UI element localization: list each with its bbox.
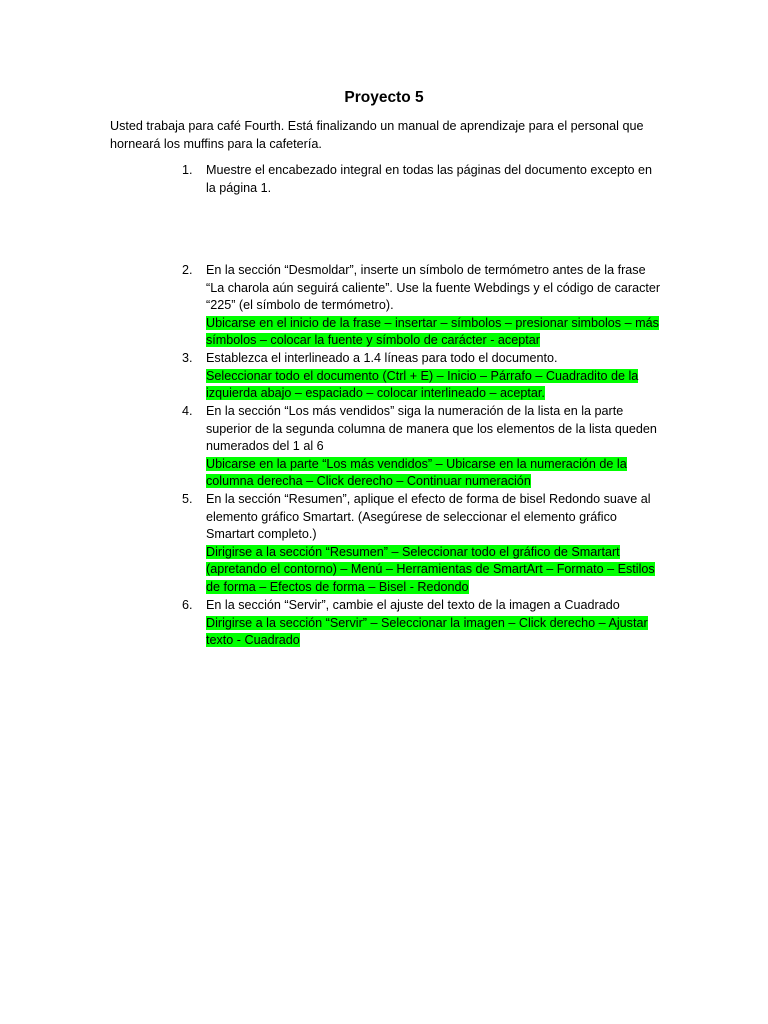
item-answer-highlight: Dirigirse a la sección “Servir” – Seleccionar la imagen – Click derecho – Ajustar texto - Cuadrado: [206, 615, 648, 647]
item-instruction: En la sección “Los más vendidos” siga la numeración de la lista en la parte superior de la segunda columna de manera que los elementos de la lista queden numerados del 1 al 6: [206, 404, 657, 453]
item-body: [206, 162, 662, 197]
intro-paragraph: Usted trabaja para café Fourth. Está finalizando un manual de aprendizaje para el personal que horneará los muffins para la cafetería.: [110, 119, 644, 151]
item-number: 3.: [182, 351, 193, 365]
item-answer-highlight: Dirigirse a la sección “Resumen” – Seleccionar todo el gráfico de Smartart (apretando el contorno) – Menú – Herramientas de SmartArt – Formato – Estilos de forma – Efectos de forma – Bisel - Redondo: [206, 544, 655, 594]
item-instruction: En la sección “Servir”, cambie el ajuste del texto de la imagen a Cuadrado: [206, 598, 620, 612]
item-instruction: En la sección “Desmoldar”, inserte un símbolo de termómetro antes de la frase “La charola aún seguirá caliente”. Use la fuente Webdings y el código de caracter “225” (el símbolo de termómetro).: [206, 263, 661, 312]
item-body: [206, 597, 662, 650]
item-answer-highlight: Ubicarse en la parte “Los más vendidos” – Ubicarse en la numeración de la columna derecha – Click derecho – Continuar numeración: [206, 456, 627, 488]
item-body: [206, 491, 662, 596]
item-instruction: En la sección “Resumen”, aplique el efecto de forma de bisel Redondo suave al elemento gráfico Smartart. (Asegúrese de seleccionar el elemento gráfico Smartart completo.): [206, 492, 651, 541]
item-number: 1.: [182, 163, 193, 177]
item-instruction: Establezca el interlineado a 1.4 líneas para todo el documento.: [206, 351, 558, 365]
item-answer-highlight: Ubicarse en el inicio de la frase – insertar – símbolos – presionar simbolos – más símbolos – colocar la fuente y símbolo de carácter - aceptar: [206, 315, 659, 347]
item-body: [206, 350, 662, 403]
item-number: 6.: [182, 598, 193, 612]
document-title: Proyecto 5: [344, 89, 424, 106]
item-instruction: Muestre el encabezado integral en todas las páginas del documento excepto en la página 1.: [206, 163, 652, 195]
item-body: [206, 262, 662, 350]
item-number: 5.: [182, 492, 193, 506]
item-number: 4.: [182, 404, 193, 418]
item-answer-highlight: Seleccionar todo el documento (Ctrl + E) – Inicio – Párrafo – Cuadradito de la izquierda abajo – espaciado – colocar interlineado – aceptar.: [206, 368, 639, 400]
item-body: [206, 403, 662, 491]
item-number: 2.: [182, 263, 193, 277]
